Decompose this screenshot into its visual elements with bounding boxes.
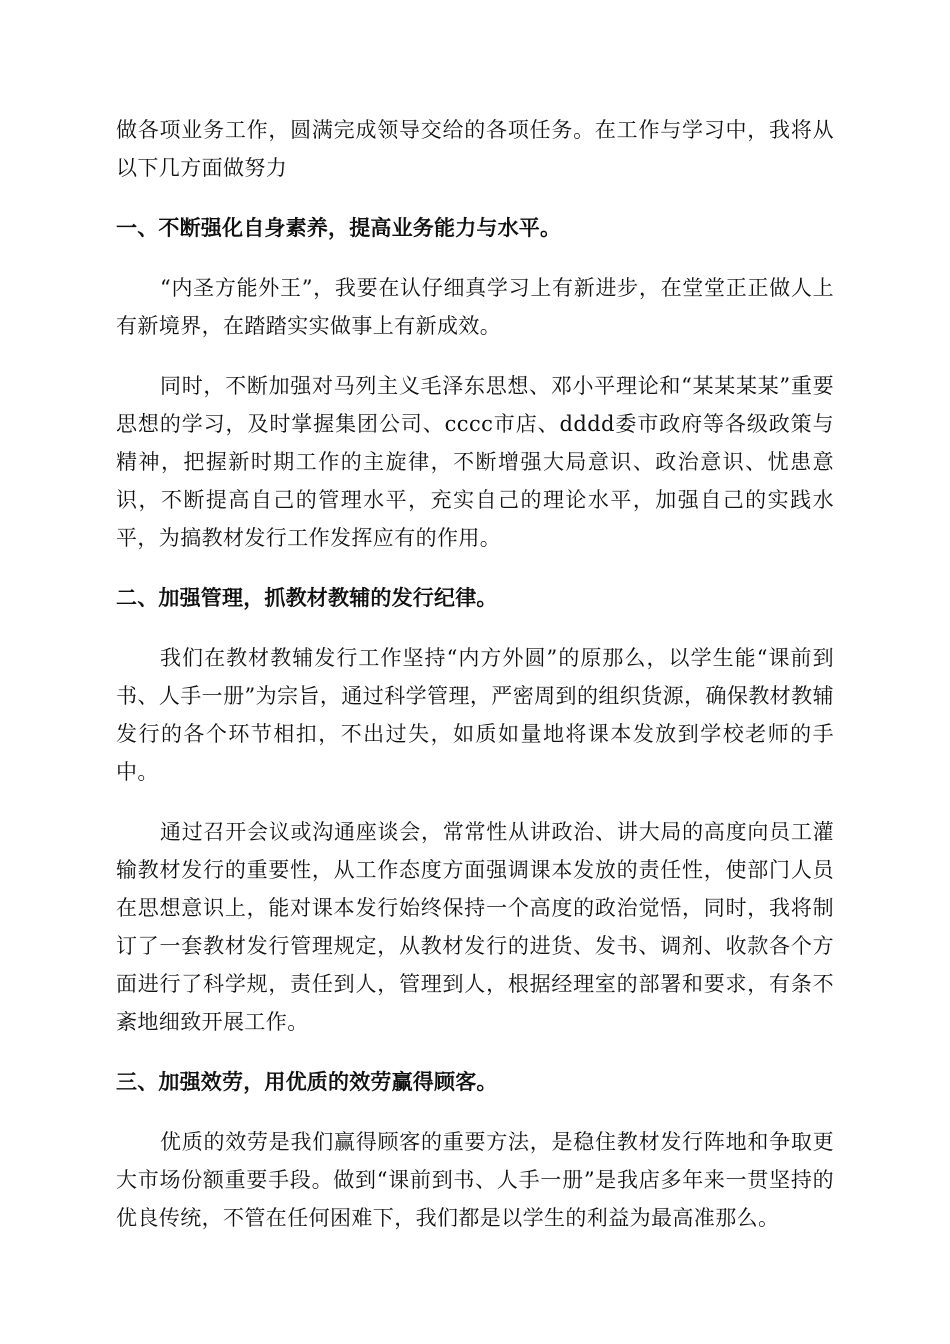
section-1-heading: 一、不断强化自身素养，提高业务能力与水平。 bbox=[116, 216, 562, 240]
section-1-paragraph-2: 同时，不断加强对马列主义毛泽东思想、邓小平理论和“某某某某”重要思想的学习，及时掌握集团公司、cccc市店、dddd委市政府等各级政策与精神，把握新时期工作的主旋律，不断增强大局意识、政治意识、忧患意识，不断提高自己的管理水平，充实自己的理论水平，加强自己的实践水平，为搞教材发行工作发挥应有的作用。 bbox=[116, 374, 834, 550]
intro-paragraph: 做各项业务工作，圆满完成领导交给的各项任务。在工作与学习中，我将从以下几方面做努力 bbox=[116, 118, 834, 180]
section-2-paragraph-2: 通过召开会议或沟通座谈会，常常性从讲政治、讲大局的高度向员工灌输教材发行的重要性，从工作态度方面强调课本发放的责任性，使部门人员在思想意识上，能对课本发行始终保持一个高度的政治觉悟，同时，我将制订了一套教材发行管理规定，从教材发行的进货、发书、调剂、收款各个方面进行了科学规，责任到人，管理到人，根据经理室的部署和要求，有条不紊地细致开展工作。 bbox=[116, 820, 834, 1034]
section-3-paragraph-1: 优质的效劳是我们赢得顾客的重要方法，是稳住教材发行阵地和争取更大市场份额重要手段。做到“课前到书、人手一册”是我店多年来一贯坚持的优良传统，不管在任何困难下，我们都是以学生的利益为最高准那么。 bbox=[116, 1130, 834, 1230]
section-3-heading: 三、加强效劳，用优质的效劳赢得顾客。 bbox=[116, 1070, 498, 1094]
section-2-heading: 二、加强管理，抓教材教辅的发行纪律。 bbox=[116, 586, 498, 610]
section-2-paragraph-1: 我们在教材教辅发行工作坚持“内方外圆”的原那么，以学生能“课前到书、人手一册”为宗旨，通过科学管理，严密周到的组织货源，确保教材教辅发行的各个环节相扣，不出过失，如质如量地将课本发放到学校老师的手中。 bbox=[116, 646, 834, 784]
document-body bbox=[116, 111, 834, 1259]
section-1-paragraph-1: “内圣方能外王”，我要在认仔细真学习上有新进步，在堂堂正正做人上有新境界，在踏踏实实做事上有新成效。 bbox=[116, 276, 834, 338]
